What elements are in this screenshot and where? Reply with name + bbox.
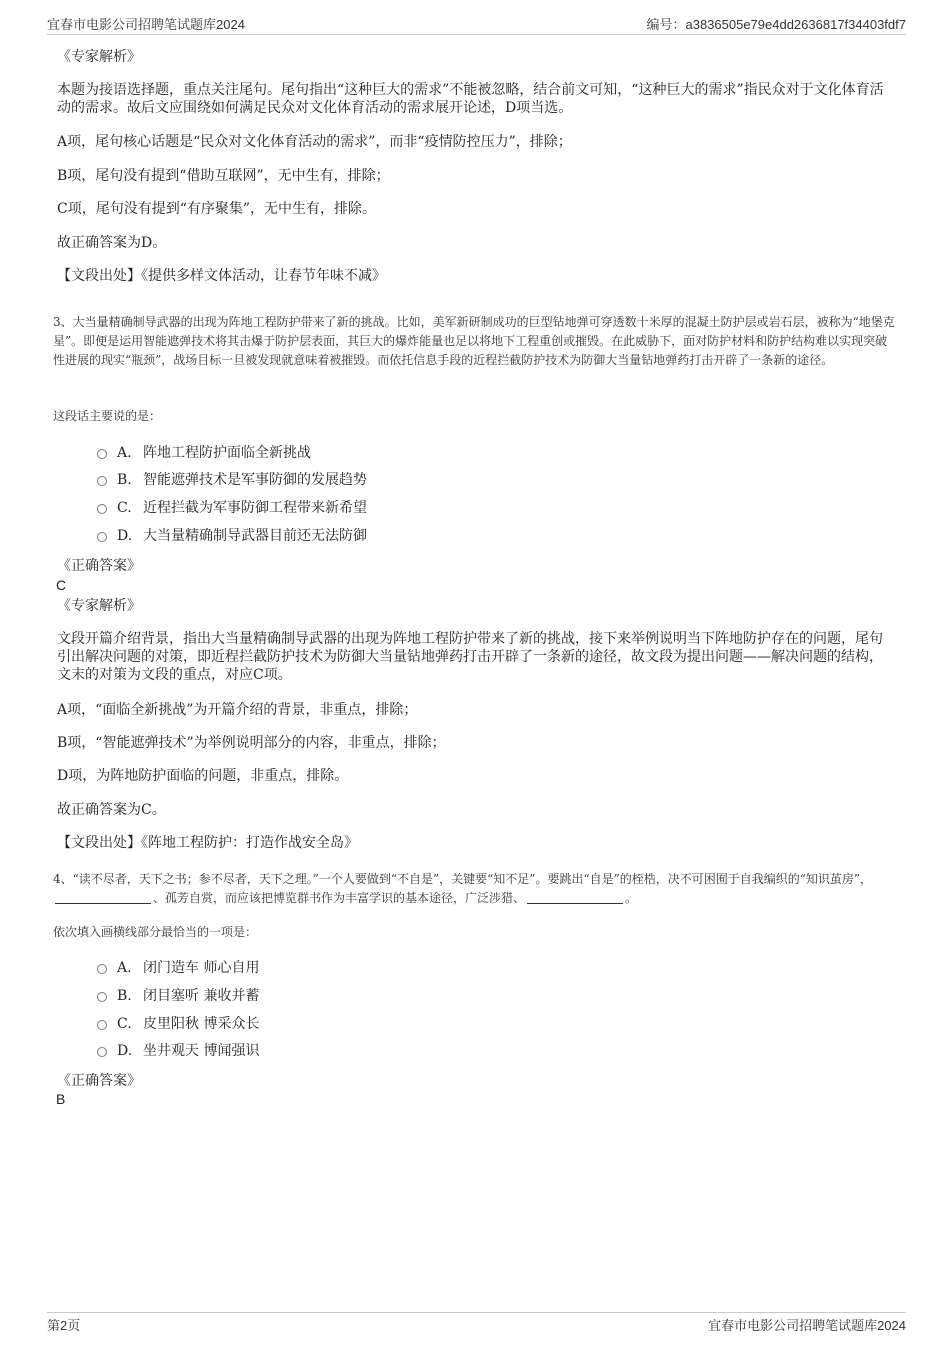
q4-option-c[interactable]: C. 皮里阳秋 博采众长 bbox=[97, 1015, 259, 1033]
q3-expert-label: 《专家解析》 bbox=[57, 598, 141, 614]
radio-icon[interactable] bbox=[97, 449, 107, 459]
q4-answer: B bbox=[56, 1091, 66, 1107]
prev-source: 【文段出处】《提供多样文体活动，让春节年味不减》 bbox=[57, 268, 386, 284]
q3-answer: C bbox=[56, 577, 67, 593]
q4-ask: 依次填入画横线部分最恰当的一项是： bbox=[53, 925, 258, 939]
prev-option-b-analysis: B项，尾句没有提到“借助互联网”，无中生有，排除； bbox=[57, 168, 390, 184]
q3-answer-label: 《正确答案》 bbox=[57, 558, 141, 574]
prev-conclusion: 故正确答案为D。 bbox=[57, 235, 167, 251]
prev-analysis: 本题为接语选择题，重点关注尾句。尾句指出“这种巨大的需求”不能被忽略，结合前文可知，“这种巨大的需求”指民众对于文化体育活动的需求。故后文应围绕如何满足民众对文化体育活动的需求展开论述，D项当选。 bbox=[57, 82, 884, 116]
radio-icon[interactable] bbox=[97, 532, 107, 542]
q3-source: 【文段出处】《阵地工程防护：打造作战安全岛》 bbox=[57, 835, 358, 851]
q3-option-b-analysis: B项，“智能遮弹技术”为举例说明部分的内容，非重点，排除； bbox=[57, 735, 446, 751]
q3-option-d[interactable]: D. 大当量精确制导武器目前还无法防御 bbox=[97, 527, 367, 545]
radio-icon[interactable] bbox=[97, 992, 107, 1002]
prev-expert-label: 《专家解析》 bbox=[57, 49, 141, 65]
q3-option-a[interactable]: A. 阵地工程防护面临全新挑战 bbox=[97, 444, 311, 462]
fill-blank-2 bbox=[527, 891, 623, 904]
q3-option-a-analysis: A项，“面临全新挑战”为开篇介绍的背景，非重点，排除； bbox=[57, 702, 418, 718]
radio-icon[interactable] bbox=[97, 476, 107, 486]
q3-analysis: 文段开篇介绍背景，指出大当量精确制导武器的出现为阵地工程防护带来了新的挑战，接下来举例说明当下阵地防护存在的问题，尾句引出解决问题的对策，即近程拦截防护技术为防御大当量钻地弹药打击开辟了一条新的途径，故文段为提出问题——解决问题的结构，文末的对策为文段的重点，对应C项。 bbox=[57, 631, 883, 683]
q3-conclusion: 故正确答案为C。 bbox=[57, 802, 166, 818]
page-header bbox=[47, 14, 906, 35]
header-doc-id: 编号：a3836505e79e4dd2636817f34403fdf7 bbox=[646, 17, 906, 32]
q3-stem: 3、大当量精确制导武器的出现为阵地工程防护带来了新的挑战。比如，美军新研制成功的巨型钻地弹可穿透数十米厚的混凝土防护层或岩石层，被称为“地堡克星”。即便是运用智能遮弹技术将其击爆于防护层表面，其巨大的爆炸能量也足以将地下工程重创或摧毁。在此威胁下，面对防护材料和防护结构难以实现突破性进展的现实“瓶颈”，战场目标一旦被发现就意味着被摧毁。而依托信息手段的近程拦截防护技术为防御大当量钻地弹药打击开辟了一条新的途径。 bbox=[53, 315, 895, 367]
prev-option-a-analysis: A项，尾句核心话题是“民众对文化体育活动的需求”，而非“疫情防控压力”，排除； bbox=[57, 134, 572, 150]
radio-icon[interactable] bbox=[97, 1047, 107, 1057]
q3-option-c[interactable]: C. 近程拦截为军事防御工程带来新希望 bbox=[97, 499, 367, 517]
header-doc-title: 宜春市电影公司招聘笔试题库2024 bbox=[47, 17, 245, 32]
page-footer bbox=[47, 1312, 906, 1333]
q4-option-a[interactable]: A. 闭门造车 师心自用 bbox=[97, 959, 259, 977]
q3-option-d-analysis: D项，为阵地防护面临的问题，非重点，排除。 bbox=[57, 768, 349, 784]
radio-icon[interactable] bbox=[97, 1020, 107, 1030]
fill-blank-1 bbox=[55, 891, 151, 904]
q4-option-b[interactable]: B. 闭目塞听 兼收并蓄 bbox=[97, 987, 259, 1005]
prev-option-c-analysis: C项，尾句没有提到“有序聚集”，无中生有，排除。 bbox=[57, 201, 377, 217]
q4-stem: 4、“读不尽者，天下之书；参不尽者，天下之理。”一个人要做到“不自是”，关键要“知不足”。要跳出“自是”的桎梏，决不可困囿于自我编织的“知识茧房”，、孤芳自赏，而应该把博览群书作为丰富学识的基本途径，广泛涉猎、 。 bbox=[53, 872, 872, 905]
radio-icon[interactable] bbox=[97, 504, 107, 514]
q3-option-b[interactable]: B. 智能遮弹技术是军事防御的发展趋势 bbox=[97, 471, 367, 489]
q3-ask: 这段话主要说的是： bbox=[53, 409, 162, 423]
page-number: 第2页 bbox=[47, 1318, 81, 1333]
q4-answer-label: 《正确答案》 bbox=[57, 1073, 141, 1089]
footer-doc-title: 宜春市电影公司招聘笔试题库2024 bbox=[708, 1318, 906, 1333]
radio-icon[interactable] bbox=[97, 964, 107, 974]
q4-option-d[interactable]: D. 坐井观天 博闻强识 bbox=[97, 1042, 259, 1060]
